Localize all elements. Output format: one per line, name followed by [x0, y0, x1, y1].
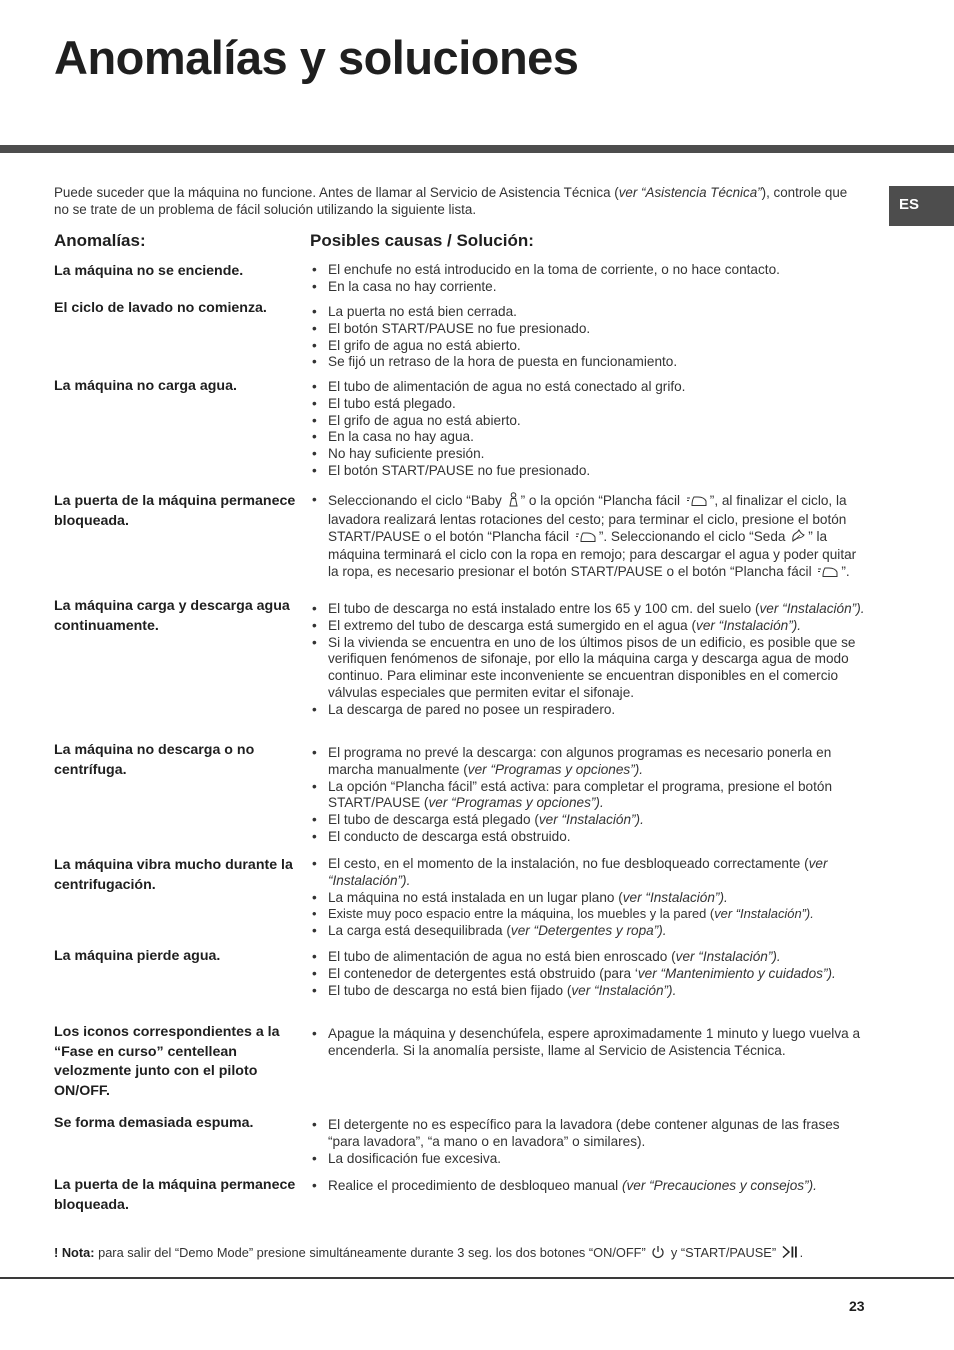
easy-iron-icon [686, 495, 708, 512]
cause-item: • El grifo de agua no está abierto. [310, 338, 870, 355]
power-icon [651, 1245, 665, 1262]
top-divider [0, 145, 954, 153]
causes-list [310, 1117, 870, 1167]
anomaly-label: La máquina carga y descarga agua continuamente. [54, 598, 290, 634]
cause-item: • El tubo de descarga no está instalado entre los 65 y 100 cm. del suelo (ver “Instalación”). [310, 601, 870, 618]
causes-list [310, 262, 870, 296]
anomaly-label: La puerta de la máquina permanece bloqueada. [54, 493, 296, 529]
cause-item: • El contenedor de detergentes está obstruido (para ‘ver “Mantenimiento y cuidados”). [310, 966, 870, 983]
cause-item: • Existe muy poco espacio entre la máquina, los muebles y la pared (ver “Instalación”). [310, 906, 870, 923]
cause-item: • El conducto de descarga está obstruido. [310, 829, 870, 846]
cause-item: • Si la vivienda se encuentra en uno de los últimos pisos de un edificio, es posible que se verifiquen fenómenos de sifonaje, por ello la máquina carga y descarga agua de modo continuo. Para eliminar este inconveniente se encuentran disponibles en el comercio válvulas especiales que permiten evitar el sifonaje. [310, 635, 870, 702]
cause-item: • En la casa no hay agua. [310, 429, 870, 446]
cause-item: • El detergente no es específico para la lavadora (debe contener algunas de las frases “para lavadora”, “a mano o en lavadora” o similares). [310, 1117, 870, 1151]
causes-list [310, 1178, 870, 1195]
language-badge: ES [889, 186, 954, 226]
anomaly-label: Los iconos correspondientes a la “Fase en curso” centellean velozmente junto con el piloto ON/OFF. [54, 1024, 280, 1099]
page-number: 23 [849, 1298, 865, 1314]
note-label: ! Nota: [54, 1245, 95, 1260]
bottom-divider [0, 1277, 954, 1279]
causes-list [310, 304, 870, 371]
cause-item: • La descarga de pared no posee un respiradero. [310, 702, 870, 719]
cause-item: • El tubo de descarga no está bien fijado (ver “Instalación”). [310, 983, 870, 1000]
cause-item: • El extremo del tubo de descarga está sumergido en el agua (ver “Instalación”). [310, 618, 870, 635]
anomaly-label: La máquina no carga agua. [54, 378, 237, 394]
cause-item: • Se fijó un retraso de la hora de puesta en funcionamiento. [310, 354, 870, 371]
column-header-causes: Posibles causas / Solución: [310, 231, 534, 250]
cause-item: • El tubo de alimentación de agua no está bien enroscado (ver “Instalación”). [310, 949, 870, 966]
cause-item: • La carga está desequilibrada (ver “Detergentes y ropa”). [310, 923, 870, 940]
silk-icon [791, 529, 806, 548]
easy-iron-icon [817, 566, 839, 583]
cause-item: • No hay suficiente presión. [310, 446, 870, 463]
causes-list [310, 492, 870, 583]
cause-item: • Seleccionando el ciclo “Baby ” o la opción “Plancha fácil ”, al finalizar el ciclo, la lavadora realizará lentas rotaciones del cesto; para terminar el ciclo, presione el botón START/PAUSE o el botón “Plancha fácil ”. Seleccionando el ciclo “Seda ” la máquina terminará el ciclo con la ropa en remojo; para descargar el agua y poder quitar la ropa, es necesario presionar el botón START/PAUSE o el botón “Plancha fácil ”. [310, 492, 870, 583]
cause-item: • El tubo de alimentación de agua no está conectado al grifo. [310, 379, 870, 396]
cause-item: • El botón START/PAUSE no fue presionado. [310, 321, 870, 338]
anomaly-label: El ciclo de lavado no comienza. [54, 300, 267, 316]
causes-list [310, 856, 870, 940]
anomaly-label: La puerta de la máquina permanece bloqueada. [54, 1177, 296, 1213]
baby-icon [508, 492, 519, 512]
cause-item: • En la casa no hay corriente. [310, 279, 870, 296]
demo-mode-note: ! Nota: para salir del “Demo Mode” presione simultáneamente durante 3 seg. los dos botones “ON/OFF” y “START/PAUSE” . [54, 1245, 804, 1260]
cause-item: • El programa no prevé la descarga: con algunos programas es necesario ponerla en marcha manualmente (ver “Programas y opciones”). [310, 745, 870, 779]
anomaly-label: La máquina pierde agua. [54, 948, 221, 964]
causes-list [310, 601, 870, 719]
causes-list [310, 1026, 870, 1060]
cause-item: • El cesto, en el momento de la instalación, no fue desbloqueado correctamente (ver “Instalación”). [310, 856, 870, 890]
page-title: Anomalías y soluciones [54, 31, 579, 84]
cause-item: • La dosificación fue excesiva. [310, 1151, 870, 1168]
intro-text-b: ), controle que no se trate de un problema de fácil solución utilizando la siguiente lista. [54, 185, 848, 217]
cause-item: • El botón START/PAUSE no fue presionado. [310, 463, 870, 480]
start-pause-icon [782, 1245, 798, 1262]
cause-item: • La máquina no está instalada en un lugar plano (ver “Instalación”). [310, 890, 870, 907]
intro-paragraph [54, 184, 854, 218]
causes-list [310, 949, 870, 999]
anomaly-label: La máquina no se enciende. [54, 263, 244, 279]
cause-item: • El enchufe no está introducido en la toma de corriente, o no hace contacto. [310, 262, 870, 279]
column-header-anomalies: Anomalías: [54, 231, 146, 250]
cause-item: • La opción “Plancha fácil” está activa: para completar el programa, presione el botón START/PAUSE (ver “Programas y opciones”). [310, 779, 870, 813]
cause-item: • Apague la máquina y desenchúfela, espere aproximadamente 1 minuto y luego vuelva a encenderla. Si la anomalía persiste, llame al Servicio de Asistencia Técnica. [310, 1026, 870, 1060]
cause-item: • El tubo de descarga está plegado (ver “Instalación”). [310, 812, 870, 829]
cause-item: • El tubo está plegado. [310, 396, 870, 413]
anomaly-label: La máquina no descarga o no centrífuga. [54, 742, 255, 778]
intro-reference: ver “Asistencia Técnica” [618, 185, 762, 200]
cause-item: • La puerta no está bien cerrada. [310, 304, 870, 321]
causes-list [310, 379, 870, 480]
cause-item: • El grifo de agua no está abierto. [310, 413, 870, 430]
anomaly-label: Se forma demasiada espuma. [54, 1115, 254, 1131]
anomaly-label: La máquina vibra mucho durante la centrifugación. [54, 857, 293, 893]
cause-item: • Realice el procedimiento de desbloqueo manual (ver “Precauciones y consejos”). [310, 1178, 870, 1195]
easy-iron-icon [575, 531, 597, 548]
intro-text-a: Puede suceder que la máquina no funcione. Antes de llamar al Servicio de Asistencia Técnica ( [54, 185, 619, 200]
causes-list [310, 745, 870, 846]
